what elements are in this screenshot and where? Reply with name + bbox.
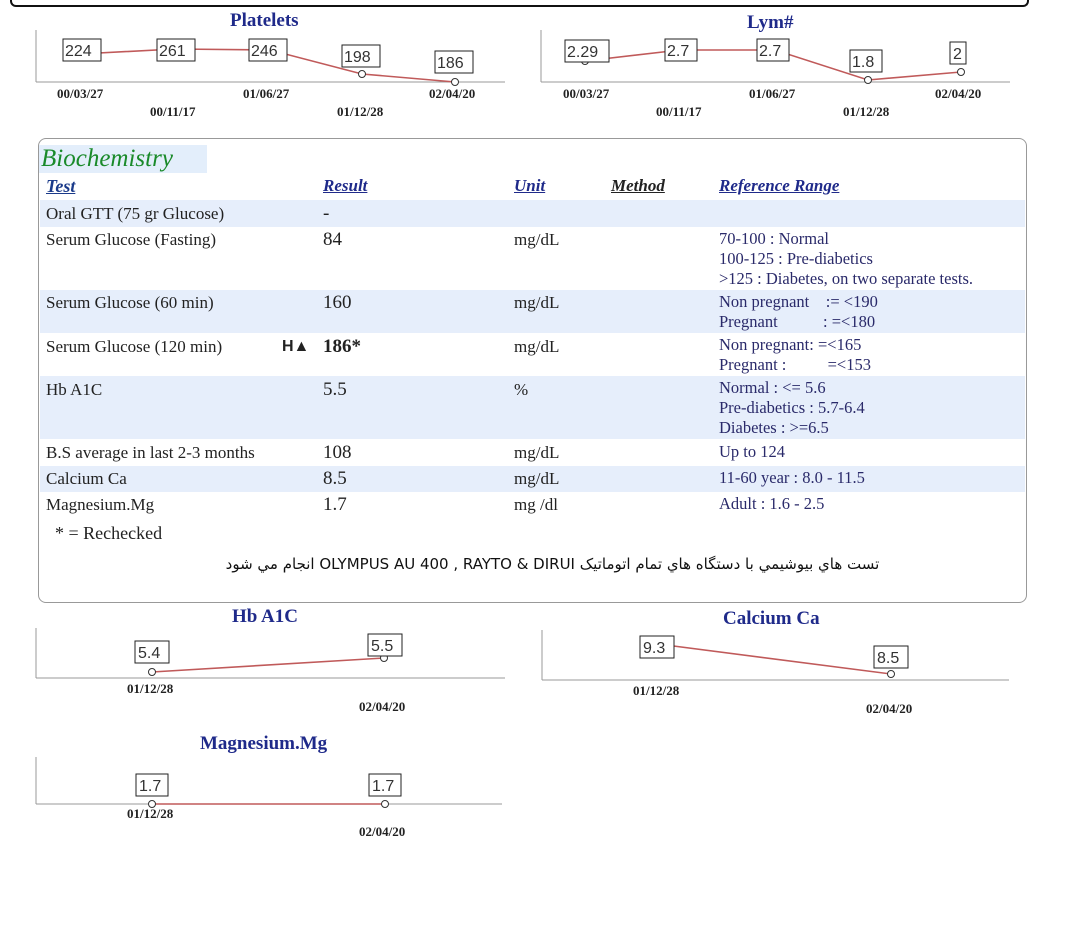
test-name: Oral GTT (75 gr Glucose): [46, 204, 225, 223]
header-reference-range: Reference Range: [719, 176, 840, 195]
reference-line: Up to 124: [719, 442, 785, 461]
test-unit: %: [514, 380, 529, 399]
reference-line: Adult : 1.6 - 2.5: [719, 494, 825, 513]
lym-x-tick: 00/03/27: [563, 86, 610, 101]
header-test: Test: [46, 176, 76, 196]
lym-data-label: 1.8: [852, 54, 875, 71]
hba1c-chart-title: Hb A1C: [232, 606, 298, 627]
test-unit: mg/dL: [514, 230, 560, 249]
lym-chart-title: Lym#: [747, 12, 794, 33]
test-result: 160: [323, 292, 352, 313]
header-unit: Unit: [514, 176, 546, 195]
hba1c-x-tick: 02/04/20: [359, 699, 406, 714]
platelets-chart: [30, 30, 510, 90]
platelets-x-tick: 01/12/28: [337, 104, 384, 119]
hba1c-chart: [30, 628, 510, 683]
test-unit: mg/dL: [514, 469, 560, 488]
lym-data-label: 2: [953, 46, 962, 63]
platelets-data-label: 261: [159, 43, 186, 60]
reference-line: >125 : Diabetes, on two separate tests.: [719, 269, 973, 288]
table-row: [40, 376, 1025, 439]
instrument-footer-note: تست هاي بيوشيمي با دستگاه هاي تمام اتوماتيک OLYMPUS AU 400 , RAYTO & DIRUI انجام مي شود: [225, 555, 880, 573]
magnesium-point: [382, 801, 389, 808]
reference-line: Diabetes : >=6.5: [719, 418, 829, 437]
hba1c-series-line: [152, 658, 384, 672]
section-title: Biochemistry: [39, 145, 207, 173]
lym-x-tick: 01/06/27: [749, 86, 796, 101]
test-result: 84: [323, 229, 342, 250]
magnesium-chart-title: Magnesium.Mg: [200, 733, 328, 754]
high-flag-indicator: H▲: [282, 338, 310, 355]
test-result: 186*: [323, 336, 361, 357]
reference-line: Pre-diabetics : 5.7-6.4: [719, 398, 865, 417]
hba1c-x-tick: 01/12/28: [127, 681, 174, 696]
calcium-series-line: [658, 644, 891, 674]
reference-line: Non pregnant := <190: [719, 292, 878, 311]
platelets-x-tick: 00/03/27: [57, 86, 104, 101]
hba1c-data-label: 5.4: [138, 645, 161, 662]
calcium-point: [888, 671, 895, 678]
platelets-data-label: 186: [437, 55, 464, 72]
lym-point: [865, 77, 872, 84]
test-name: Calcium Ca: [46, 469, 127, 488]
test-result: 108: [323, 442, 352, 463]
platelets-data-label: 246: [251, 43, 278, 60]
lym-data-label: 2.29: [567, 44, 599, 61]
reference-line: 11-60 year : 8.0 - 11.5: [719, 468, 865, 487]
lym-x-tick: 01/12/28: [843, 104, 890, 119]
test-result: 8.5: [323, 468, 347, 489]
reference-line: Normal : <= 5.6: [719, 378, 826, 397]
platelets-point: [452, 79, 459, 86]
test-name: Hb A1C: [46, 380, 103, 399]
magnesium-chart: [30, 757, 510, 809]
lym-point: [958, 69, 965, 76]
platelets-data-label: 198: [344, 49, 371, 66]
top-frame-edge: [10, 0, 1029, 7]
magnesium-data-label: 1.7: [139, 778, 162, 795]
platelets-chart-title: Platelets: [230, 10, 299, 31]
calcium-chart-title: Calcium Ca: [723, 608, 820, 629]
test-name: B.S average in last 2-3 months: [46, 443, 255, 462]
reference-line: 70-100 : Normal: [719, 229, 829, 248]
lym-data-label: 2.7: [667, 43, 690, 60]
platelets-x-tick: 01/06/27: [243, 86, 290, 101]
rechecked-note: * = Rechecked: [55, 523, 163, 543]
platelets-data-label: 224: [65, 43, 92, 60]
test-unit: mg/dL: [514, 293, 560, 312]
calcium-x-tick: 02/04/20: [866, 701, 913, 716]
test-name: Magnesium.Mg: [46, 495, 155, 514]
magnesium-data-label: 1.7: [372, 778, 395, 795]
platelets-x-tick: 00/11/17: [150, 104, 196, 119]
platelets-x-tick: 02/04/20: [429, 86, 476, 101]
reference-line: Non pregnant: =<165: [719, 335, 862, 354]
test-name: Serum Glucose (60 min): [46, 293, 214, 312]
lym-x-tick: 02/04/20: [935, 86, 982, 101]
reference-line: Pregnant : =<180: [719, 312, 876, 331]
calcium-chart: [536, 630, 1016, 685]
hba1c-point: [149, 669, 156, 676]
reference-line: 100-125 : Pre-diabetics: [719, 249, 873, 268]
test-name: Serum Glucose (120 min): [46, 337, 223, 356]
test-result: -: [323, 203, 330, 224]
lym-x-tick: 00/11/17: [656, 104, 702, 119]
test-unit: mg /dl: [514, 495, 558, 514]
test-unit: mg/dL: [514, 443, 560, 462]
platelets-point: [359, 71, 366, 78]
test-result: 5.5: [323, 379, 347, 400]
calcium-x-tick: 01/12/28: [633, 683, 680, 698]
calcium-data-label: 9.3: [643, 640, 666, 657]
magnesium-x-tick: 01/12/28: [127, 806, 174, 821]
test-unit: mg/dL: [514, 337, 560, 356]
test-name: Serum Glucose (Fasting): [46, 230, 216, 249]
reference-line: Pregnant : =<153: [719, 355, 871, 374]
hba1c-data-label: 5.5: [371, 638, 394, 655]
lym-data-label: 2.7: [759, 43, 782, 60]
test-result: 1.7: [323, 494, 347, 515]
header-result: Result: [323, 176, 368, 195]
lym-chart: [535, 30, 1015, 90]
magnesium-x-tick: 02/04/20: [359, 824, 406, 839]
header-method: Method: [611, 176, 665, 195]
calcium-data-label: 8.5: [877, 650, 900, 667]
